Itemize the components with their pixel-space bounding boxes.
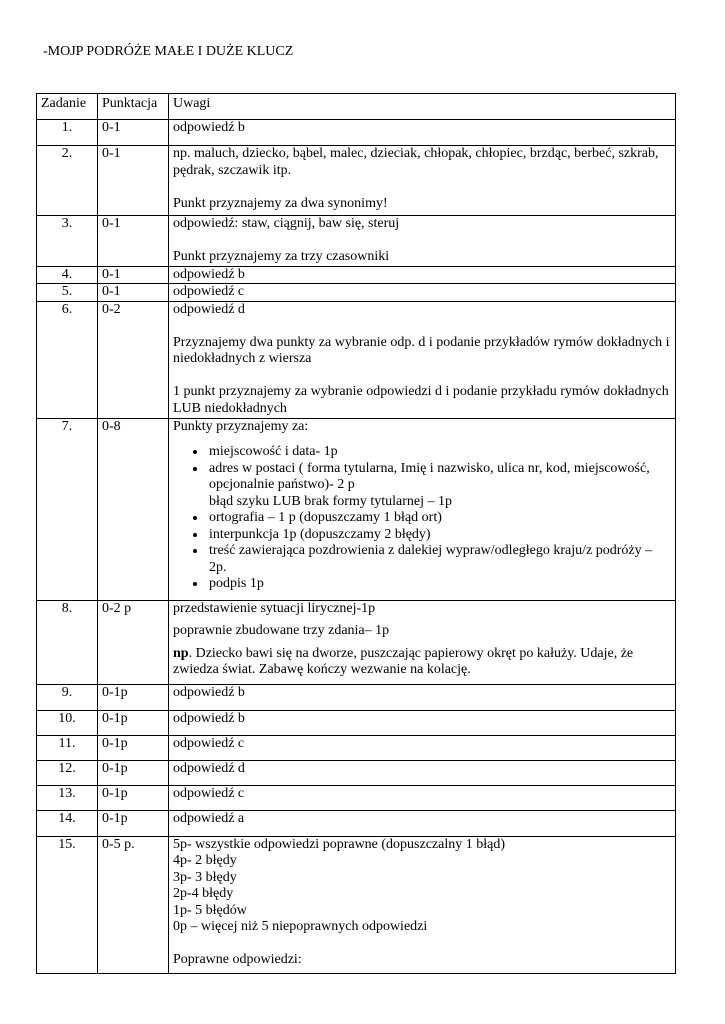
task-number: 8. xyxy=(37,600,98,684)
task-answer: odpowiedź c xyxy=(169,735,676,760)
table-row xyxy=(37,301,676,418)
task-answer: przedstawienie sytuacji lirycznej-1p xyxy=(173,600,376,616)
example-label: np xyxy=(173,645,189,661)
task-answer-cell xyxy=(169,301,676,418)
task-number: 11. xyxy=(37,735,98,760)
task-points: 0-1p xyxy=(98,810,169,836)
header-notes: Uwagi xyxy=(169,94,676,120)
task-answer: odpowiedź c xyxy=(169,284,676,302)
task-points: 0-1 xyxy=(98,216,169,267)
task-number: 13. xyxy=(37,785,98,810)
task-points: 0-2 p xyxy=(98,600,169,684)
table-row xyxy=(37,735,676,760)
table-row xyxy=(37,810,676,836)
task-number: 6. xyxy=(37,301,98,418)
list-item: • ortografia – 1 p (dopuszczamy 1 błąd ort) xyxy=(207,510,671,527)
list-item: • podpis 1p xyxy=(207,576,671,593)
score-line: 2p-4 błędy xyxy=(173,886,234,901)
table-row xyxy=(37,146,676,216)
task-number: 14. xyxy=(37,810,98,836)
task-answer: odpowiedź d xyxy=(173,301,245,317)
task-points: 0-1 xyxy=(98,120,169,146)
task-points: 0-5 p. xyxy=(98,836,169,973)
task-answer-cell xyxy=(169,216,676,267)
task-number: 15. xyxy=(37,836,98,973)
task-answer: odpowiedź b xyxy=(169,684,676,710)
task-answer-cell xyxy=(169,146,676,216)
task-points: 0-1 xyxy=(98,266,169,284)
task-example xyxy=(173,646,671,679)
table-row xyxy=(37,684,676,710)
table-row xyxy=(37,710,676,735)
list-item: • adres w postaci ( forma tytularna, Imię i nazwisko, ulica nr, kod, miejscowość, opcjonalnie państwo)- 2 p błąd szyku LUB brak formy tytularnej – 1p xyxy=(207,461,671,511)
score-line: 4p- 2 błędy xyxy=(173,853,237,868)
task-note: Przyznajemy dwa punkty za wybranie odp. d i podanie przykładów rymów dokładnych i niedokładnych z wiersza xyxy=(173,334,670,366)
document-title: -MOJP PODRÓŻE MAŁE I DUŻE KLUCZ xyxy=(43,44,294,59)
task-answer: np. maluch, dziecko, bąbel, malec, dzieciak, chłopak, chłopiec, brzdąc, berbeć, szkrab, pędrak, szczawik itp. xyxy=(173,146,659,178)
task-answer-cell xyxy=(169,600,676,684)
task-points: 0-8 xyxy=(98,418,169,600)
task-answer: odpowiedź b xyxy=(169,120,676,146)
table-row xyxy=(37,760,676,785)
task-answer-cell xyxy=(169,836,676,973)
task-note: Punkt przyznajemy za dwa synonimy! xyxy=(173,195,388,211)
task-answer: odpowiedź b xyxy=(169,710,676,735)
task-number: 1. xyxy=(37,120,98,146)
task-points: 0-1p xyxy=(98,684,169,710)
task-points: 0-1p xyxy=(98,710,169,735)
table-row xyxy=(37,785,676,810)
task-number: 10. xyxy=(37,710,98,735)
score-line: 3p- 3 błędy xyxy=(173,869,237,885)
task-points: 0-2 xyxy=(98,301,169,418)
table-row xyxy=(37,836,676,973)
task-points: 0-1p xyxy=(98,735,169,760)
task-number: 5. xyxy=(37,284,98,302)
task-number: 2. xyxy=(37,146,98,216)
example-text: . Dziecko bawi się na dworze, puszczając papierowy okręt po kałuży. Udaje, że zwiedza świat. Zabawę kończy wezwanie na kolację. xyxy=(173,645,634,677)
list-item: • miejscowość i data- 1p xyxy=(207,444,671,461)
task-number: 3. xyxy=(37,216,98,267)
task-note: Poprawne odpowiedzi: xyxy=(173,952,302,967)
task-answer: poprawnie zbudowane trzy zdania– 1p xyxy=(173,623,390,638)
task-answer: odpowiedź b xyxy=(169,266,676,284)
task-answer: odpowiedź a xyxy=(169,810,676,836)
list-item: • treść zawierająca pozdrowienia z dalekiej wypraw/odległego kraju/z podróży – 2p. xyxy=(207,543,671,576)
task-answer: odpowiedź: staw, ciągnij, baw się, steruj xyxy=(173,216,400,231)
task-points: 0-1p xyxy=(98,760,169,785)
task-answer: odpowiedź c xyxy=(169,785,676,810)
table-row xyxy=(37,418,676,600)
task-points: 0-1 xyxy=(98,284,169,302)
header-task: Zadanie xyxy=(37,94,98,120)
table-row xyxy=(37,284,676,302)
table-row xyxy=(37,266,676,284)
task-note: Punkt przyznajemy za trzy czasowniki xyxy=(173,249,390,264)
score-line: 5p- wszystkie odpowiedzi poprawne (dopuszczalny 1 błąd) xyxy=(173,836,506,852)
task-answer: odpowiedź d xyxy=(169,760,676,785)
table-row xyxy=(37,216,676,267)
task-number: 4. xyxy=(37,266,98,284)
task-number: 7. xyxy=(37,418,98,600)
task-points: 0-1p xyxy=(98,785,169,810)
task-answer-cell xyxy=(169,418,676,600)
table-row xyxy=(37,600,676,684)
table-row xyxy=(37,120,676,146)
task-note: 1 punkt przyznajemy za wybranie odpowiedzi d i podanie przykładu rymów dokładnych LUB niedokładnych xyxy=(173,384,669,416)
task-number: 9. xyxy=(37,684,98,710)
task-number: 12. xyxy=(37,760,98,785)
score-line: 0p – więcej niż 5 niepoprawnych odpowiedzi xyxy=(173,919,428,934)
answer-key-table xyxy=(36,93,676,974)
header-points: Punktacja xyxy=(98,94,169,120)
task-points: 0-1 xyxy=(98,146,169,216)
criteria-list xyxy=(173,444,671,593)
score-line: 1p- 5 błędów xyxy=(173,902,247,918)
task-answer: Punkty przyznajemy za: xyxy=(173,418,309,434)
list-item: • interpunkcja 1p (dopuszczamy 2 błędy) xyxy=(207,527,671,544)
table-header-row xyxy=(37,94,676,120)
